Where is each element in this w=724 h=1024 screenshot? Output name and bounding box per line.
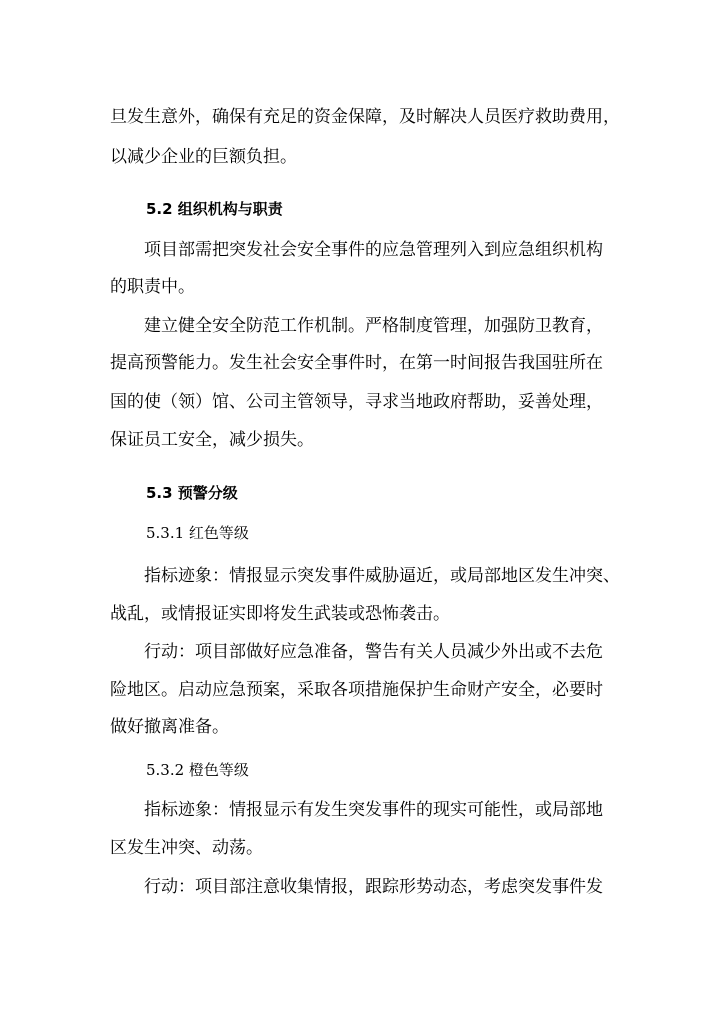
body-text-line: 提高预警能力。发生社会安全事件时，在第一时间报告我国驻所在 xyxy=(110,353,603,373)
body-text-line: 建立健全安全防范工作机制。严格制度管理，加强防卫教育， xyxy=(144,316,603,336)
body-text-line: 行动：项目部注意收集情报，跟踪形势动态，考虑突发事件发 xyxy=(144,877,603,897)
body-text-line: 旦发生意外，确保有充足的资金保障，及时解决人员医疗救助费用， xyxy=(110,107,620,127)
body-text-line: 指标迹象：情报显示有发生突发事件的现实可能性，或局部地 xyxy=(144,800,603,820)
body-text-line: 战乱，或情报证实即将发生武装或恐怖袭击。 xyxy=(110,604,450,624)
body-text-line: 行动：项目部做好应急准备，警告有关人员减少外出或不去危 xyxy=(144,642,603,662)
body-text-line: 险地区。启动应急预案，采取各项措施保护生命财产安全，必要时 xyxy=(110,680,603,700)
body-text-line: 保证员工安全，减少损失。 xyxy=(110,430,314,450)
body-text-line: 的职责中。 xyxy=(110,277,195,297)
section-heading-5-2: 5.2 组织机构与职责 xyxy=(146,200,283,218)
subsection-heading-5-3-1: 5.3.1 红色等级 xyxy=(146,524,249,542)
section-heading-5-3: 5.3 预警分级 xyxy=(146,484,238,502)
body-text-line: 区发生冲突、动荡。 xyxy=(110,838,263,858)
body-text-line: 国的使（领）馆、公司主管领导，寻求当地政府帮助，妥善处理， xyxy=(110,392,603,412)
body-text-line: 以减少企业的巨额负担。 xyxy=(110,147,297,167)
body-text-line: 做好撤离准备。 xyxy=(110,717,229,737)
body-text-line: 指标迹象：情报显示突发事件威胁逼近，或局部地区发生冲突、 xyxy=(144,566,620,586)
subsection-heading-5-3-2: 5.3.2 橙色等级 xyxy=(146,761,249,779)
body-text-line: 项目部需把突发社会安全事件的应急管理列入到应急组织机构 xyxy=(144,240,603,260)
